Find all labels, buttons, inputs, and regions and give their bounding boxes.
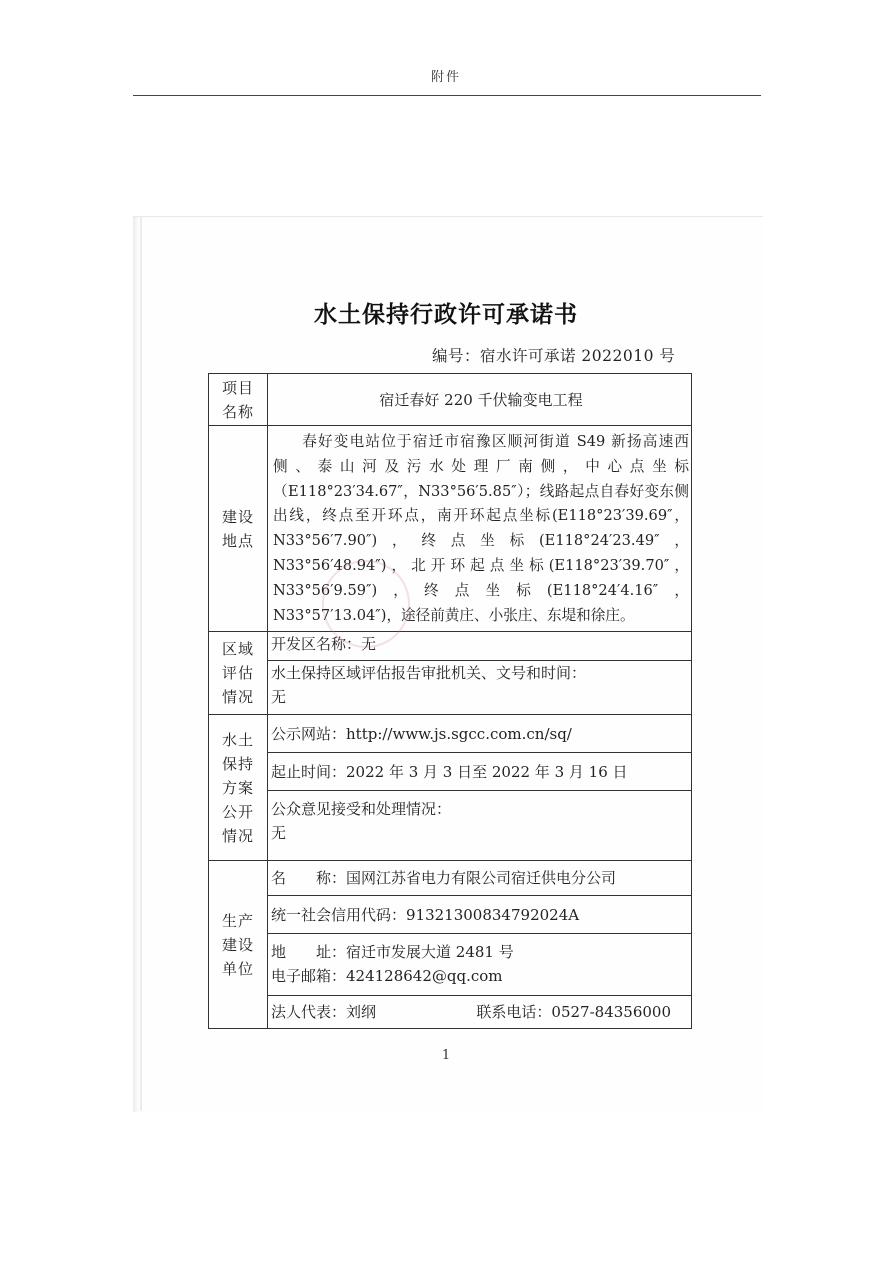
builder-name: 名 称：国网江苏省电力有限公司宿迁供电分公司 (268, 861, 692, 896)
document-number: 编号：宿水许可承诺 2022010 号 (432, 347, 676, 365)
disclosure-period-row (209, 753, 692, 791)
project-row (209, 374, 692, 426)
builder-email: 电子邮箱：424128642@qq.com (271, 967, 503, 986)
public-feedback-value: 无 (271, 824, 287, 843)
document-title: 水土保持行政许可承诺书 (314, 301, 578, 328)
public-feedback-row (209, 791, 692, 861)
credit-code-row (209, 896, 692, 934)
attachment-label: 附件 (430, 70, 461, 85)
disclosure-website: 公示网站：http://www.js.sgcc.com.cn/sq/ (268, 715, 692, 753)
regional-approval-row (209, 661, 692, 715)
scan-edge-shadow (140, 216, 142, 1111)
contact-phone: 联系电话：0527-84356000 (476, 1003, 671, 1022)
project-name-label: 项目 名称 (209, 374, 268, 426)
development-zone-name: 开发区名称：无 (268, 632, 692, 661)
location-description: 春好变电站位于宿迁市宿豫区顺河街道 S49 新扬高速西侧、泰山河及污水处理厂南侧，中心点坐标（E118°23′34.67″，N33°56′5.85″）；线路起点自春好变东侧出线，终点至开环点，南开环起点坐标(E118°23′39.69″，N33°56′7.90″)，终点坐标(E118°24′23.49″，N33°56′48.94″)，北开环起点坐标(E118°23′39.70″，N33°56′9.59″)，终点坐标(E118°24′4.16″，N33°57′13.04″)，途径前黄庄、小张庄、东堤和徐庄。 (273, 433, 689, 624)
credit-code: 统一社会信用代码：91321300834792024A (268, 896, 692, 934)
public-feedback-line: 公众意见接受和处理情况： (271, 800, 452, 819)
header-divider (133, 95, 761, 96)
location-label: 建设 地点 (209, 426, 268, 632)
faint-seal-stamp (322, 560, 410, 648)
builder-address: 地 址：宿迁市发展大道 2481 号 (271, 943, 514, 962)
location-row (209, 426, 692, 632)
page-number: 1 (441, 1048, 451, 1063)
regional-approval-line: 水土保持区域评估报告审批机关、文号和时间： (271, 664, 587, 683)
disclosure-period: 起止时间：2022 年 3 月 3 日至 2022 年 3 月 16 日 (268, 753, 692, 791)
regional-approval-value: 无 (271, 688, 287, 707)
project-name-value: 宿迁春好 220 千伏输变电工程 (268, 374, 692, 426)
legal-rep-row (209, 996, 692, 1029)
address-email-row (209, 934, 692, 996)
builder-name-row (209, 861, 692, 896)
regional-zone-row (209, 632, 692, 661)
regional-assessment-label: 区域 评估 情况 (209, 632, 268, 715)
commitment-form-table (208, 373, 692, 1029)
legal-representative: 法人代表：刘纲 (271, 1003, 377, 1022)
builder-label: 生产 建设 单位 (209, 861, 268, 1029)
plan-disclosure-label: 水土 保持 方案 公开 情况 (209, 715, 268, 861)
disclosure-website-row (209, 715, 692, 753)
